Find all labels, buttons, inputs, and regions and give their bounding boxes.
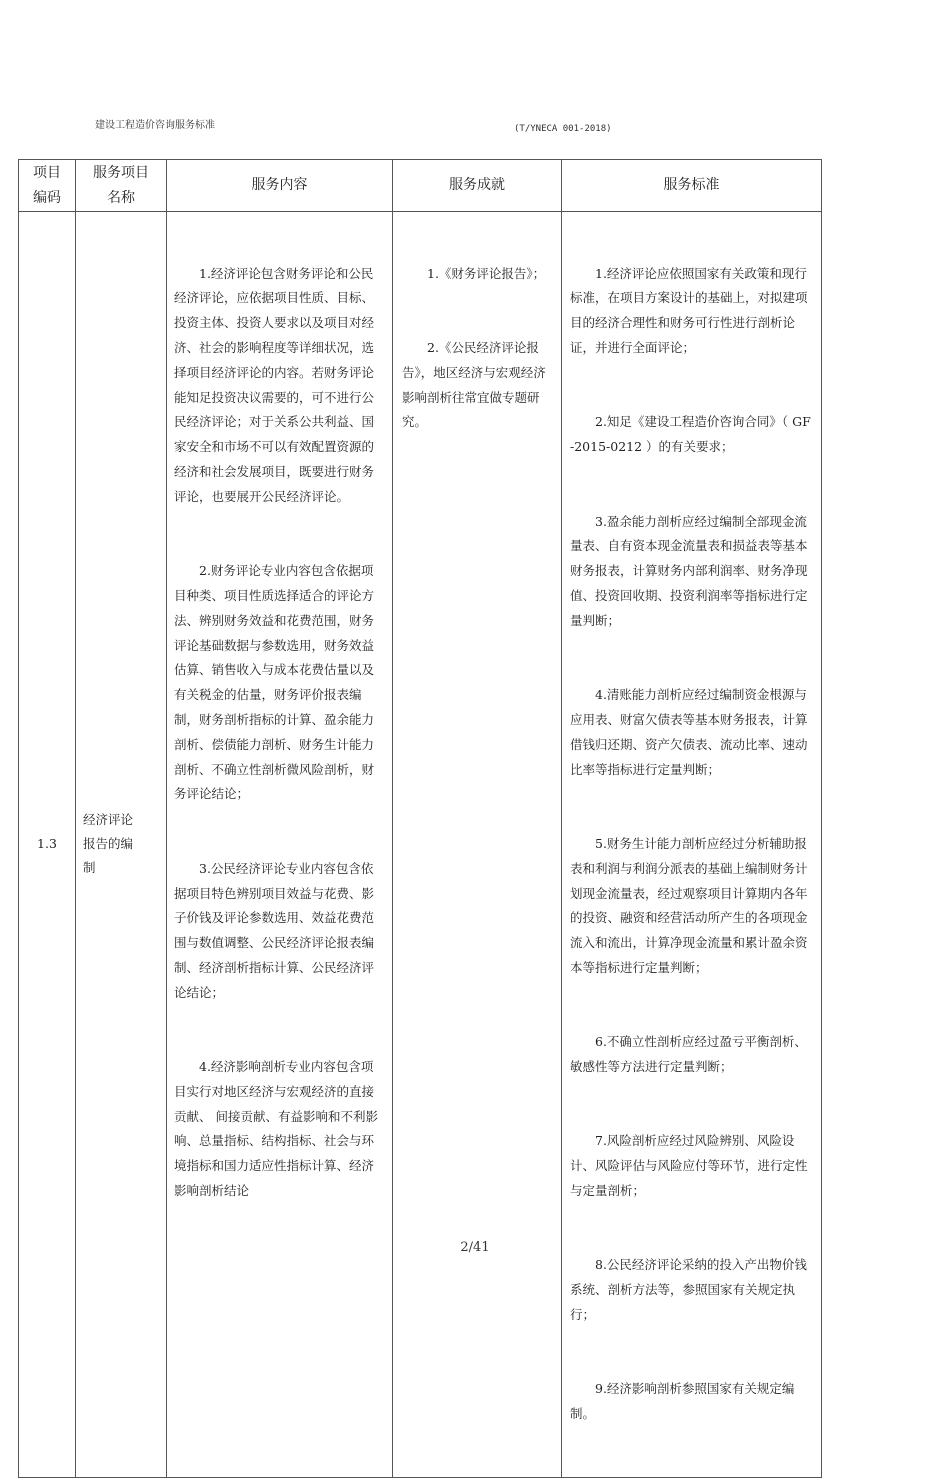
header-item-code: 项目 编码 [19, 160, 76, 212]
content-paragraph-4: 4.经济影响剖析专业内容包含项目实行对地区经济与宏观经济的直接贡献、 间接贡献、有益影响和不利影响、总量指标、结构指标、社会与环境指标和国力适应性指标计算、经济影响剖析结论 [174, 1059, 378, 1199]
result-paragraph-1: 1.《财务评论报告》； [427, 265, 546, 281]
standard-paragraph-9: 9.经济影响剖析参照国家有关规定编制。 [570, 1381, 795, 1422]
content-paragraph-1: 1.经济评论包含财务评论和公民经济评论，应依据项目性质、目标、投资主体、投资人要求以及项目对经济、社会的影响程度等详细状况，选择项目经济评论的内容。若财务评论能知足投资决议需要的，可不进行公民经济评论；对于关系公共利益、国家安全和市场不可以有效配置资源的经济和社会发展项目，既要进行财务评论，也要展开公民经济评论。 [174, 265, 375, 504]
item-name: 经济评论 报告的编 制 [83, 812, 134, 876]
header-item-name: 服务项目 名称 [76, 160, 167, 212]
service-result-cell [393, 212, 562, 1478]
document-header-title: 建设工程造价咨询服务标准 [95, 120, 215, 131]
header-service-result: 服务成就 [393, 160, 562, 212]
item-code: 1.3 [37, 835, 57, 851]
service-content-cell [167, 212, 393, 1478]
standard-paragraph-2: 2.知足《建设工程造价咨询合同》（ GF-2015-0212 ）的有关要求； [570, 414, 811, 455]
service-standard-cell [562, 212, 822, 1478]
result-paragraph-2: 2.《公民经济评论报告》，地区经济与宏观经济影响剖析往常宜做专题研究。 [402, 339, 546, 430]
page-number: 2/41 [460, 1240, 490, 1255]
item-code-cell [19, 212, 76, 1478]
standard-paragraph-3: 3.盈余能力剖析应经过编制全部现金流量表、自有资本现金流量表和损益表等基本财务报表，计算财务内部利润率、财务净现值、投资回收期、投资利润率等指标进行定量判断； [570, 513, 808, 628]
table-row [19, 212, 822, 1478]
service-standard-table [18, 159, 822, 1478]
header-service-standard: 服务标准 [562, 160, 822, 212]
item-name-cell [76, 212, 167, 1478]
standard-paragraph-7: 7.风险剖析应经过风险辨别、风险设计、风险评估与风险应付等环节，进行定性与定量剖析； [570, 1133, 808, 1199]
standard-paragraph-6: 6.不确立性剖析应经过盈亏平衡剖析、敏感性等方法进行定量判断； [570, 1034, 807, 1075]
standard-paragraph-8: 8.公民经济评论采纳的投入产出物价钱系统、剖析方法等，参照国家有关规定执行； [570, 1257, 807, 1323]
header-service-content: 服务内容 [167, 160, 393, 212]
standard-paragraph-5: 5.财务生计能力剖析应经过分析辅助报表和利润与利润分派表的基础上编制财务计划现金流量表，经过观察项目计算期内各年的投资、融资和经营活动所产生的各项现金流入和流出，计算净现金流量和累计盈余资本等指标进行定量判断； [570, 835, 808, 975]
standard-paragraph-1: 1.经济评论应依照国家有关政策和现行标准，在项目方案设计的基础上，对拟建项目的经济合理性和财务可行性进行剖析论证，并进行全面评论； [570, 265, 808, 355]
table-header-row [19, 160, 822, 212]
content-paragraph-2: 2.财务评论专业内容包含依据项目种类、项目性质选择适合的评论方法、辨别财务效益和花费范围，财务评论基础数据与参数选用，财务效益估算、销售收入与成本花费估量以及有关税金的估量，财务评价报表编制，财务剖析指标的计算、盈余能力剖析、偿债能力剖析、财务生计能力剖析、不确立性剖析微风险剖析，财务评论结论； [174, 563, 375, 802]
standard-paragraph-4: 4.清账能力剖析应经过编制资金根源与应用表、财富欠债表等基本财务报表，计算借钱归还期、资产欠债表、流动比率、速动比率等指标进行定量判断； [570, 687, 808, 777]
document-standard-code: (T/YNECA 001-2018) [514, 124, 612, 134]
content-paragraph-3: 3.公民经济评论专业内容包含依据项目特色辨别项目效益与花费、影子价钱及评论参数选用、效益花费范围与数值调整、公民经济评论报表编制、经济剖析指标计算、公民经济评论结论； [174, 860, 375, 1000]
